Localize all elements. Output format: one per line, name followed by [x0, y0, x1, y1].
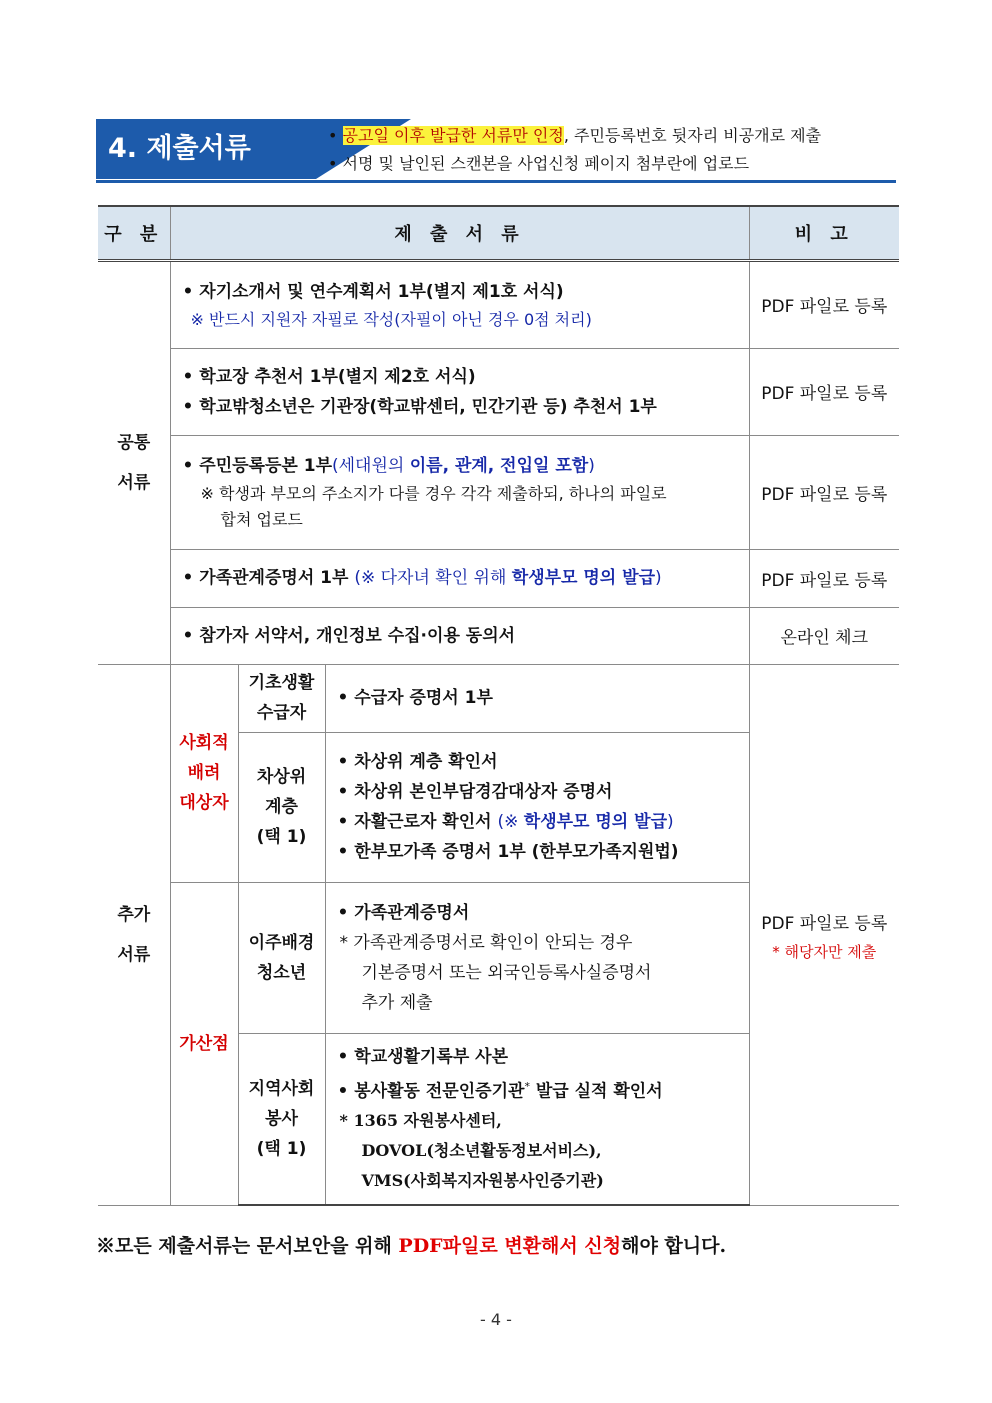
header-remarks: 비 고: [749, 206, 899, 260]
common-item-2: [170, 348, 749, 435]
item-text: • 참가자 서약서, 개인정보 수집·이용 동의서: [182, 625, 516, 646]
item-paren: ): [667, 812, 674, 832]
section-note-2: [328, 150, 821, 178]
footer-note-emphasis: PDF파일로 변환해서 신청: [398, 1235, 622, 1257]
item-text: • 자기소개서 및 연수계획서 1부(별지 제1호 서식): [182, 281, 564, 302]
item-emphasis: 이름, 관계, 전입일 포함: [409, 456, 589, 476]
item-paren: (※ 다자녀 확인 위해: [354, 568, 512, 588]
item-note: ※ 반드시 지원자 자필로 작성(자필이 아닌 경우 0점 처리): [190, 309, 592, 329]
section-title: 4. 제출서류: [96, 119, 316, 179]
documents-table: [98, 205, 899, 1206]
item-text: • 차상위 계층 확인서: [337, 752, 498, 772]
remark: PDF 파일로 등록: [749, 260, 899, 348]
bullet: •: [328, 126, 338, 145]
item-text: • 가족관계증명서: [337, 902, 470, 923]
table-row: [98, 549, 899, 607]
item-text: • 학교생활기록부 사본: [337, 1046, 509, 1067]
section-header: [96, 119, 896, 183]
footer-note-pre: ※모든 제출서류는 문서보안을 위해: [96, 1235, 399, 1257]
extra-item-basic: [325, 664, 749, 732]
header-documents: 제 출 서 류: [170, 206, 749, 260]
sublabel-line: 지역사회: [248, 1078, 315, 1099]
item-main: • 자활근로자 확인서: [337, 812, 498, 832]
sublabel-line: 수급자: [256, 703, 307, 723]
item-superscript: *: [524, 1079, 530, 1093]
sublabel-line: (택 1): [256, 827, 307, 847]
item-note: * 1365 자원봉사센터,: [339, 1111, 502, 1131]
group-social: [170, 664, 238, 882]
extra-item-volunteer: [325, 1033, 749, 1205]
footer-note: [96, 1231, 916, 1258]
table-row: [98, 348, 899, 435]
table-row: [98, 435, 899, 549]
item-paren: (※: [497, 812, 524, 832]
section-notes: [328, 122, 821, 178]
section-note-2-text: 서명 및 날인된 스캔본을 사업신청 페이지 첨부란에 업로드: [342, 154, 750, 173]
item-main: • 주민등록등본 1부: [182, 456, 332, 476]
item-text: • 차상위 본인부담경감대상자 증명서: [337, 782, 613, 802]
common-item-3: [170, 435, 749, 549]
section-note-1-highlight: 공고일 이후 발급한 서류만 인정: [342, 126, 564, 145]
category-common-line2: 서류: [117, 472, 151, 493]
extra-item-migrant: [325, 882, 749, 1033]
item-text: [338, 807, 737, 837]
item-note: 합쳐 업로드: [220, 510, 303, 529]
table-header-row: [98, 206, 899, 260]
group-social-line2: 배려: [187, 763, 221, 783]
sublabel-line: 차상위: [256, 767, 307, 787]
sublabel-nearpoor: [238, 732, 325, 882]
section-note-1: [328, 122, 821, 150]
category-extra-line2: 서류: [117, 944, 151, 965]
page-number: - 4 -: [480, 1310, 512, 1329]
remark-extra: [749, 664, 899, 1205]
remark: PDF 파일로 등록: [749, 549, 899, 607]
item-note: DOVOL(청소년활동정보서비스),: [361, 1141, 602, 1161]
section-rule: [96, 180, 896, 183]
item-main: • 봉사활동 전문인증기관: [337, 1081, 525, 1102]
item-note: 기본증명서 또는 외국인등록사실증명서: [361, 962, 652, 983]
item-text: [338, 1072, 737, 1107]
item-note: ※ 학생과 부모의 주소지가 다를 경우 각각 제출하되, 하나의 파일로: [200, 484, 667, 503]
common-item-4: [170, 549, 749, 607]
common-item-5: [170, 607, 749, 664]
remark: 온라인 체크: [749, 607, 899, 664]
category-common: [98, 260, 170, 664]
item-text: [183, 563, 737, 593]
common-item-1: [170, 260, 749, 348]
group-bonus: [170, 882, 238, 1205]
item-paren: ): [588, 456, 595, 476]
item-text: • 학교장 추천서 1부(별지 제2호 서식): [182, 366, 476, 387]
extra-item-nearpoor: [325, 732, 749, 882]
group-social-line1: 사회적: [179, 733, 229, 753]
sublabel-line: 청소년: [256, 962, 307, 983]
item-text: • 수급자 증명서 1부: [337, 688, 493, 708]
item-text: [183, 451, 737, 481]
sublabel-basic: [238, 664, 325, 732]
footer-note-post: 해야 합니다.: [621, 1235, 727, 1257]
item-paren: ): [655, 568, 662, 588]
header-category: 구 분: [98, 206, 170, 260]
category-extra-line1: 추가: [117, 904, 151, 925]
sublabel-line: (택 1): [256, 1138, 307, 1159]
sublabel-line: 봉사: [265, 1108, 298, 1129]
item-note: 추가 제출: [361, 992, 433, 1013]
item-emphasis: 학생부모 명의 발급: [523, 812, 667, 832]
remark: PDF 파일로 등록: [749, 435, 899, 549]
sublabel-line: 이주배경: [248, 932, 315, 953]
item-paren: (세대원의: [332, 456, 410, 476]
table-row: [98, 260, 899, 348]
sublabel-line: 기초생활: [248, 673, 315, 693]
item-note: VMS(사회복지자원봉사인증기관): [361, 1171, 604, 1191]
category-common-line1: 공통: [117, 432, 151, 453]
item-note: * 가족관계증명서로 확인이 안되는 경우: [339, 932, 633, 953]
section-note-1-rest: , 주민등록번호 뒷자리 비공개로 제출: [563, 126, 822, 145]
bullet: •: [328, 154, 338, 173]
sublabel-line: 계층: [265, 797, 298, 817]
table-row: [98, 664, 899, 732]
item-main: • 가족관계증명서 1부: [182, 568, 355, 588]
remark-main: PDF 파일로 등록: [761, 914, 888, 935]
category-extra: [98, 664, 170, 1205]
group-bonus-label: 가산점: [179, 1033, 229, 1054]
sublabel-migrant: [238, 882, 325, 1033]
group-social-line3: 대상자: [179, 793, 229, 813]
item-emphasis: 학생부모 명의 발급: [511, 568, 655, 588]
item-rest: 발급 실적 확인서: [529, 1081, 663, 1102]
table-row: [98, 607, 899, 664]
sublabel-volunteer: [238, 1033, 325, 1205]
item-text: • 한부모가족 증명서 1부 (한부모가족지원법): [337, 842, 679, 862]
remark-note: * 해당자만 제출: [772, 943, 877, 962]
remark: PDF 파일로 등록: [749, 348, 899, 435]
item-text: • 학교밖청소년은 기관장(학교밖센터, 민간기관 등) 추천서 1부: [182, 396, 657, 417]
